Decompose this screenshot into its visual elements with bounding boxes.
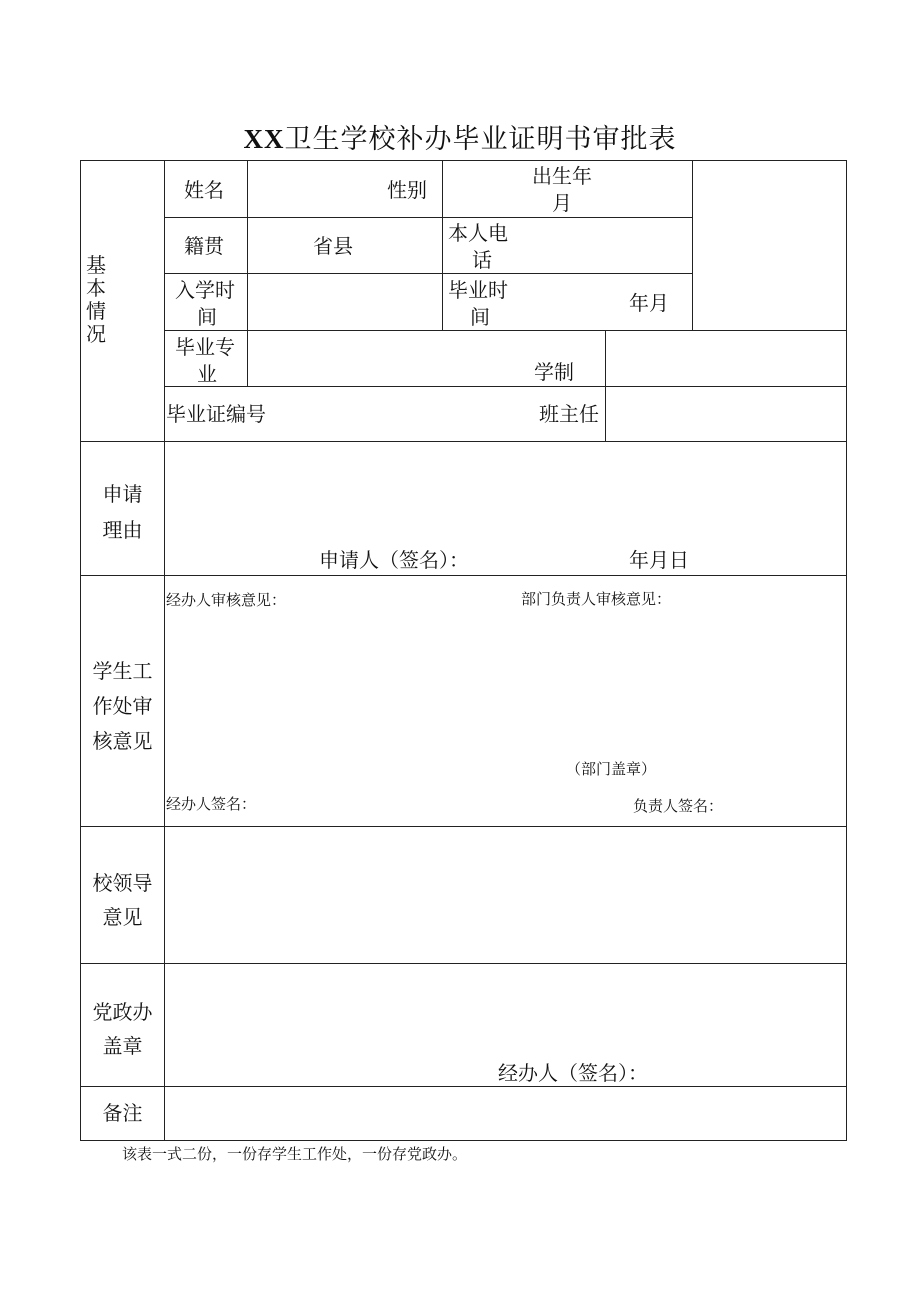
section-label-student-office: 学生工 作处审 核意见 xyxy=(92,659,153,753)
label-phone: 本人电 话 xyxy=(448,221,508,272)
handler-opinion: 经办人审核意见： xyxy=(166,591,287,609)
section-label-remarks: 备注 xyxy=(102,1101,143,1125)
label-cert-no: 毕业证编号 xyxy=(166,402,266,426)
label-year-month: 年月 xyxy=(629,291,669,315)
label-province-county: 省县 xyxy=(313,234,353,258)
label-gender: 性别 xyxy=(387,178,427,202)
dept-seal: （部门盖章） xyxy=(566,760,657,778)
label-native-place: 籍贯 xyxy=(184,234,224,258)
divider xyxy=(80,826,847,827)
divider xyxy=(164,386,847,387)
divider xyxy=(605,330,606,442)
table-border-bottom xyxy=(80,1140,847,1141)
table-border-right xyxy=(846,160,847,1141)
section-label-basic: 基 本 情 况 xyxy=(86,253,106,346)
form-title xyxy=(0,117,920,156)
applicant-signature: 申请人（签名）： xyxy=(319,548,469,572)
leader-sign: 负责人签名： xyxy=(633,797,724,815)
handler-sign: 经办人签名： xyxy=(166,795,257,813)
table-border-top xyxy=(80,160,847,161)
divider xyxy=(80,1086,847,1087)
divider xyxy=(164,160,165,1141)
table-border-left xyxy=(80,160,81,1141)
divider xyxy=(80,963,847,964)
divider xyxy=(442,160,443,331)
divider xyxy=(692,160,693,331)
party-handler-signature: 经办人（签名）： xyxy=(498,1061,648,1085)
label-enroll-time: 入学时 间 xyxy=(175,278,235,329)
section-label-school-leader: 校领导 意见 xyxy=(92,871,153,929)
label-grad-time: 毕业时 间 xyxy=(448,278,508,329)
label-birth: 出生年 月 xyxy=(532,164,592,215)
section-label-party-office: 党政办 盖章 xyxy=(92,1000,153,1058)
divider xyxy=(80,441,847,442)
section-label-reason: 申请 理由 xyxy=(102,482,143,542)
divider xyxy=(247,160,248,387)
label-duration: 学制 xyxy=(534,360,574,384)
apply-date: 年月日 xyxy=(629,548,689,572)
label-major: 毕业专 业 xyxy=(175,335,235,386)
label-name: 姓名 xyxy=(184,178,224,202)
divider xyxy=(164,273,692,274)
divider xyxy=(80,575,847,576)
title-main: 卫生学校补办毕业证明书审批表 xyxy=(284,124,677,155)
label-head-teacher: 班主任 xyxy=(539,402,599,426)
divider xyxy=(164,217,692,218)
footnote: 该表一式二份，一份存学生工作处，一份存党政办。 xyxy=(122,1145,468,1163)
title-prefix: XX xyxy=(243,124,285,154)
dept-opinion: 部门负责人审核意见： xyxy=(521,590,672,608)
